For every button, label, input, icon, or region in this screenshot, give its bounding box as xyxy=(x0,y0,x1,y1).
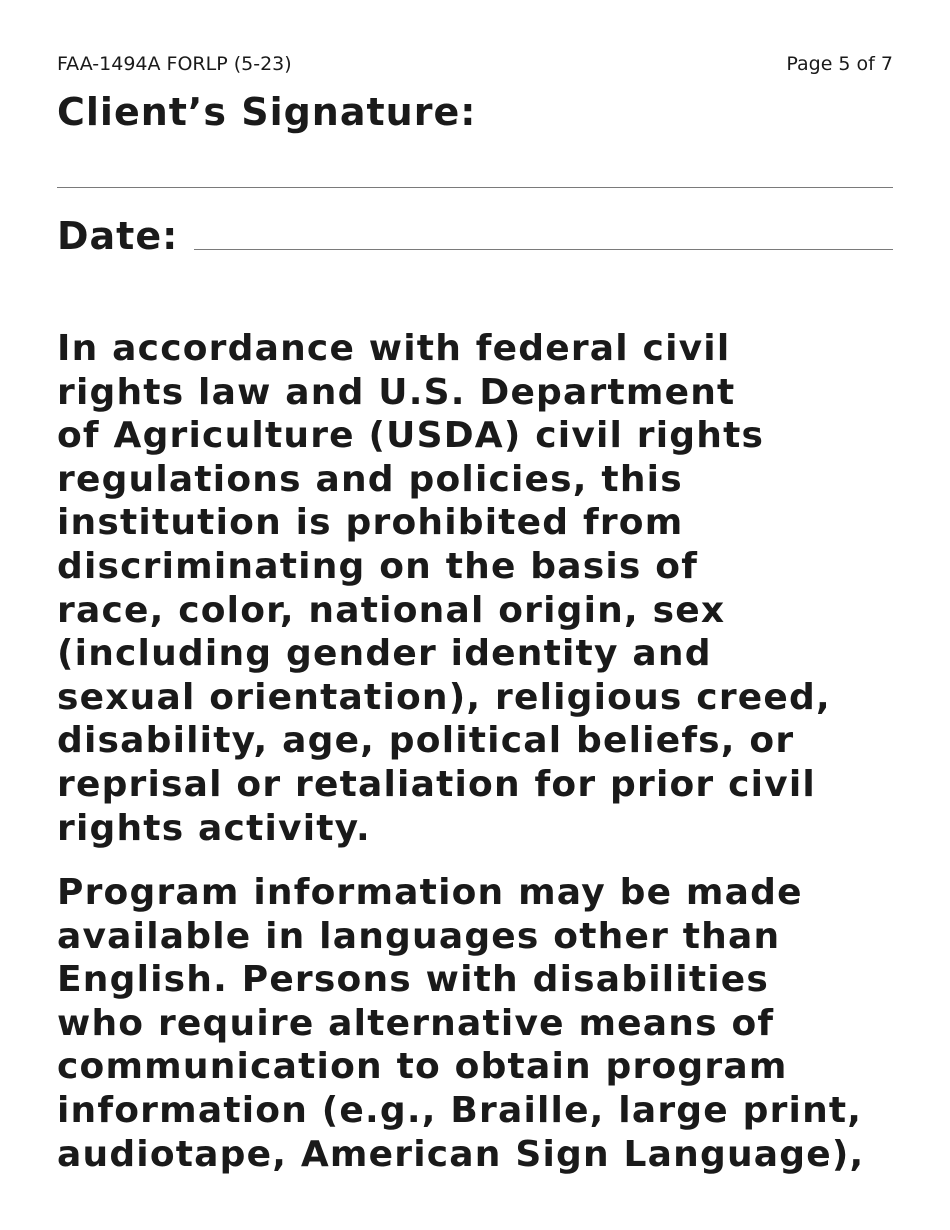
page-number: Page 5 of 7 xyxy=(786,53,893,75)
paragraph-line: institution is prohibited from xyxy=(57,502,684,544)
paragraph-line: information (e.g., Braille, large print, xyxy=(57,1089,863,1131)
paragraph-line: rights law and U.S. Department xyxy=(57,371,736,413)
program-information-paragraph xyxy=(57,871,897,1176)
page-header xyxy=(57,51,893,77)
client-signature-line[interactable] xyxy=(57,187,893,188)
client-signature-label: Client’s Signature: xyxy=(57,90,477,134)
paragraph-line: (including gender identity and xyxy=(57,633,712,675)
form-id: FAA-1494A FORLP (5-23) xyxy=(57,53,292,75)
date-label: Date: xyxy=(57,214,179,258)
paragraph-line: English. Persons with disabilities xyxy=(57,959,770,1001)
paragraph-line: discriminating on the basis of xyxy=(57,545,699,587)
paragraph-line: rights activity. xyxy=(57,807,371,849)
paragraph-line: of Agriculture (USDA) civil rights xyxy=(57,415,765,457)
paragraph-line: reprisal or retaliation for prior civil xyxy=(57,763,816,805)
paragraph-line: regulations and policies, this xyxy=(57,458,683,500)
paragraph-line: Program information may be made xyxy=(57,872,803,913)
date-line[interactable] xyxy=(194,249,893,250)
paragraph-line: sexual orientation), religious creed, xyxy=(57,676,831,718)
paragraph-line: disability, age, political beliefs, or xyxy=(57,720,795,762)
paragraph-line: communication to obtain program xyxy=(57,1046,788,1088)
paragraph-line: available in languages other than xyxy=(57,915,781,957)
paragraph-line: who require alternative means of xyxy=(57,1002,775,1044)
paragraph-line: audiotape, American Sign Language), xyxy=(57,1133,865,1175)
paragraph-line: race, color, national origin, sex xyxy=(57,589,726,631)
civil-rights-paragraph xyxy=(57,327,897,850)
paragraph-line: In accordance with federal civil xyxy=(57,328,731,369)
